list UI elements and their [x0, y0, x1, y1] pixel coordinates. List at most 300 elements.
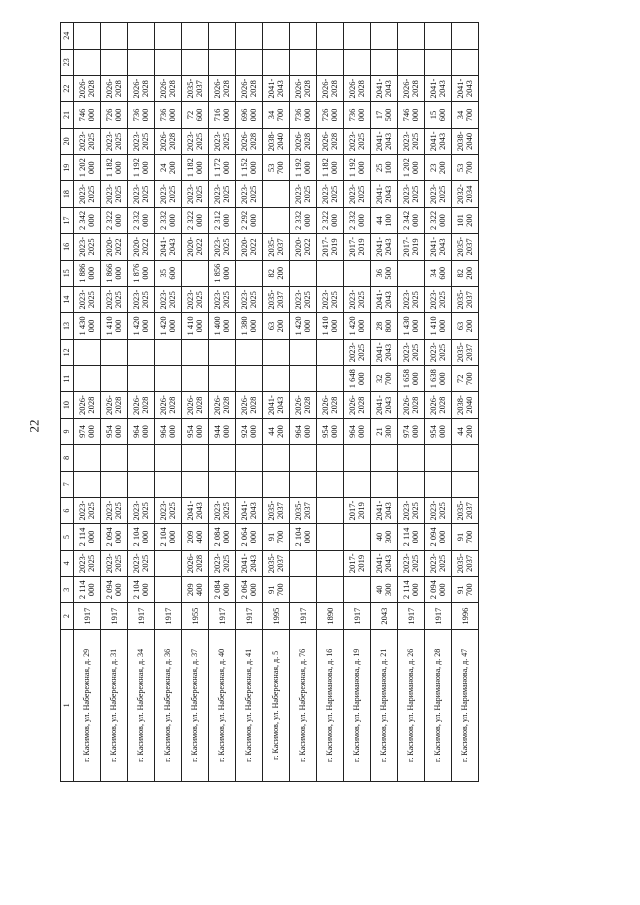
table-cell: 2041-2043 — [371, 339, 398, 365]
table-cell — [425, 49, 452, 75]
table-row — [452, 23, 479, 782]
table-cell: 2023-2025 — [425, 181, 452, 207]
table-cell: 2035-2037 — [452, 339, 479, 365]
table-cell: 2026-2028 — [317, 128, 344, 154]
table-cell: 2026-2028 — [236, 392, 263, 418]
column-number: 4 — [61, 550, 74, 576]
table-row — [155, 23, 182, 782]
table-cell — [236, 445, 263, 471]
table-cell — [209, 471, 236, 497]
table-row — [74, 23, 101, 782]
table-cell: 2023-2025 — [128, 497, 155, 523]
table-cell: 2023-2025 — [128, 550, 155, 576]
table-cell: 1 192 000 — [344, 155, 371, 181]
table-cell — [74, 23, 101, 50]
column-number: 22 — [61, 75, 74, 101]
table-cell: 2041-2043 — [371, 497, 398, 523]
table-cell — [101, 49, 128, 75]
table-cell — [209, 23, 236, 50]
table-cell: 2 312 000 — [209, 207, 236, 233]
table-cell: 2023-2025 — [155, 181, 182, 207]
table-cell — [236, 339, 263, 365]
table-cell: 2026-2028 — [182, 550, 209, 576]
table-cell: 2 094 000 — [101, 524, 128, 550]
table-cell: 2017-2019 — [344, 550, 371, 576]
table-cell: 101 200 — [452, 207, 479, 233]
table-cell — [398, 49, 425, 75]
table-cell: 954 000 — [425, 418, 452, 444]
table-cell — [452, 23, 479, 50]
table-cell: 2023-2025 — [182, 286, 209, 312]
table-cell: 2041-2043 — [452, 75, 479, 101]
table-cell: 964 000 — [344, 418, 371, 444]
table-cell: 2041-2043 — [236, 550, 263, 576]
table-cell: 2035-2037 — [452, 497, 479, 523]
table-cell: 2017-2019 — [344, 497, 371, 523]
table-cell: 2026-2028 — [317, 75, 344, 101]
table-cell: 2 342 000 — [74, 207, 101, 233]
table-cell: 964 000 — [290, 418, 317, 444]
table-cell — [74, 445, 101, 471]
table-cell — [398, 471, 425, 497]
table-cell: 1917 — [236, 603, 263, 629]
table-cell: 2026-2028 — [236, 128, 263, 154]
table-cell: 2026-2028 — [317, 392, 344, 418]
table-cell: 2 332 000 — [344, 207, 371, 233]
table-cell: 2023-2025 — [128, 286, 155, 312]
table-cell: 736 000 — [290, 102, 317, 128]
address-cell: г. Касимов, ул. Набережная, д. 34 — [128, 629, 155, 781]
table-cell — [209, 366, 236, 392]
table-cell: 35 600 — [155, 260, 182, 286]
table-cell — [317, 524, 344, 550]
table-cell — [236, 49, 263, 75]
address-cell: г. Касимов, ул. Набережная, д. 76 — [290, 629, 317, 781]
table-cell: 1 856 000 — [209, 260, 236, 286]
table-cell — [182, 445, 209, 471]
table-cell: 2023-2025 — [398, 128, 425, 154]
table-cell — [290, 49, 317, 75]
column-number: 20 — [61, 128, 74, 154]
table-cell: 2023-2025 — [74, 128, 101, 154]
table-cell: 1 410 000 — [101, 313, 128, 339]
table-row — [344, 23, 371, 782]
table-cell: 44 200 — [263, 418, 290, 444]
table-cell: 53 700 — [452, 155, 479, 181]
table-cell — [209, 49, 236, 75]
table-cell: 2023-2025 — [101, 181, 128, 207]
table-cell: 2023-2025 — [398, 339, 425, 365]
table-cell: 1 410 000 — [182, 313, 209, 339]
address-cell: г. Касимов, ул. Нариманова, д. 47 — [452, 629, 479, 781]
column-number: 2 — [61, 603, 74, 629]
column-number: 13 — [61, 313, 74, 339]
table-cell: 2035-2037 — [263, 234, 290, 260]
column-number: 7 — [61, 471, 74, 497]
table-cell — [290, 23, 317, 50]
table-cell — [182, 49, 209, 75]
table-row — [290, 23, 317, 782]
table-cell: 17 500 — [371, 102, 398, 128]
address-cell: г. Касимов, ул. Набережная, д. 37 — [182, 629, 209, 781]
table-cell: 1955 — [182, 603, 209, 629]
table-cell: 974 000 — [398, 418, 425, 444]
table-cell — [452, 471, 479, 497]
table-cell — [290, 577, 317, 603]
table-cell: 2026-2028 — [425, 392, 452, 418]
table-cell — [263, 207, 290, 233]
table-cell: 1917 — [74, 603, 101, 629]
table-cell: 2026-2028 — [155, 392, 182, 418]
table-cell: 2041-2043 — [263, 75, 290, 101]
table-cell: 2 332 000 — [155, 207, 182, 233]
table-cell — [290, 339, 317, 365]
table-cell: 2020-2022 — [236, 234, 263, 260]
table-cell: 2041-2043 — [371, 181, 398, 207]
table-cell: 2 292 000 — [236, 207, 263, 233]
table-cell: 1 400 000 — [209, 313, 236, 339]
table-cell: 2 094 000 — [101, 577, 128, 603]
table-cell — [263, 181, 290, 207]
table-cell: 2 342 000 — [398, 207, 425, 233]
table-cell: 1 430 000 — [74, 313, 101, 339]
table-cell: 1 202 000 — [74, 155, 101, 181]
table-cell: 2041-2043 — [371, 550, 398, 576]
table-cell: 2 084 000 — [209, 524, 236, 550]
table-cell: 746 000 — [398, 102, 425, 128]
table-row — [371, 23, 398, 782]
table-cell: 2035-2037 — [452, 550, 479, 576]
table-cell: 2 322 000 — [425, 207, 452, 233]
table-cell: 2026-2028 — [344, 392, 371, 418]
table-cell: 2 104 000 — [128, 577, 155, 603]
table-cell: 1 658 000 — [398, 366, 425, 392]
table-cell: 2 322 000 — [182, 207, 209, 233]
table-cell: 2023-2025 — [425, 339, 452, 365]
table-cell: 2026-2028 — [155, 128, 182, 154]
table-cell: 2026-2028 — [290, 128, 317, 154]
table-cell — [371, 49, 398, 75]
table-cell: 2026-2028 — [128, 392, 155, 418]
address-cell: г. Касимов, ул. Нариманова, д. 28 — [425, 629, 452, 781]
table-cell: 2 094 000 — [425, 524, 452, 550]
table-cell: 2041-2043 — [425, 128, 452, 154]
table-cell: 2023-2025 — [398, 497, 425, 523]
table-cell: 2020-2022 — [128, 234, 155, 260]
table-cell: 15 600 — [425, 102, 452, 128]
table-cell — [344, 23, 371, 50]
table-cell — [128, 23, 155, 50]
table-cell — [263, 339, 290, 365]
table-cell — [452, 49, 479, 75]
table-cell — [101, 23, 128, 50]
table-cell: 1917 — [290, 603, 317, 629]
table-cell: 2023-2025 — [398, 181, 425, 207]
table-row — [425, 23, 452, 782]
table-cell: 1996 — [452, 603, 479, 629]
table-row — [263, 23, 290, 782]
table-cell: 1 192 000 — [128, 155, 155, 181]
table-cell: 2041-2043 — [425, 234, 452, 260]
table-cell: 2023-2025 — [236, 181, 263, 207]
table-cell: 1 152 000 — [236, 155, 263, 181]
address-cell: г. Касимов, ул. Набережная, д. 41 — [236, 629, 263, 781]
table-cell: 40 300 — [371, 577, 398, 603]
table-cell: 2041-2043 — [371, 286, 398, 312]
table-cell: 1 648 000 — [344, 366, 371, 392]
table-cell — [398, 23, 425, 50]
table-cell — [209, 339, 236, 365]
table-cell: 1 202 000 — [398, 155, 425, 181]
table-cell: 2026-2028 — [398, 392, 425, 418]
table-cell: 2023-2025 — [317, 181, 344, 207]
table-cell: 2026-2028 — [290, 392, 317, 418]
table-cell — [290, 550, 317, 576]
table-cell: 2041-2043 — [371, 128, 398, 154]
table-cell: 2023-2025 — [101, 286, 128, 312]
table-row — [398, 23, 425, 782]
table-cell: 40 300 — [371, 524, 398, 550]
table-cell: 2026-2028 — [398, 75, 425, 101]
table-cell: 2 114 000 — [74, 524, 101, 550]
column-number: 10 — [61, 392, 74, 418]
table-cell: 974 000 — [74, 418, 101, 444]
table-cell: 2041-2043 — [425, 75, 452, 101]
table-cell: 1 172 000 — [209, 155, 236, 181]
table-cell: 91 700 — [452, 577, 479, 603]
address-cell: г. Касимов, ул. Набережная, д. 29 — [74, 629, 101, 781]
table-cell: 2038-2040 — [452, 128, 479, 154]
table-cell — [290, 260, 317, 286]
table-cell — [317, 339, 344, 365]
table-cell: 34 700 — [452, 102, 479, 128]
table-cell: 2023-2025 — [128, 181, 155, 207]
table-cell — [74, 366, 101, 392]
table-cell: 44 200 — [452, 418, 479, 444]
table-cell — [128, 49, 155, 75]
table-cell: 2041-2043 — [182, 497, 209, 523]
table-cell: 28 800 — [371, 313, 398, 339]
table-cell: 2026-2028 — [101, 75, 128, 101]
table-header-row — [61, 23, 74, 782]
table-cell — [128, 445, 155, 471]
address-cell: г. Касимов, ул. Нариманова, д. 21 — [371, 629, 398, 781]
table-row — [182, 23, 209, 782]
column-number: 1 — [61, 629, 74, 781]
table-cell: 2023-2025 — [209, 234, 236, 260]
table-cell: 2023-2025 — [236, 286, 263, 312]
column-number: 8 — [61, 445, 74, 471]
column-number: 21 — [61, 102, 74, 128]
table-cell: 944 000 — [209, 418, 236, 444]
table-cell: 1 410 000 — [317, 313, 344, 339]
table-cell — [263, 366, 290, 392]
table-cell: 2023-2025 — [425, 286, 452, 312]
table-cell: 2023-2025 — [425, 497, 452, 523]
table-cell: 2023-2025 — [182, 128, 209, 154]
table-cell — [155, 366, 182, 392]
table-cell: 2043 — [371, 603, 398, 629]
table-cell: 2023-2025 — [155, 497, 182, 523]
table-cell: 82 200 — [452, 260, 479, 286]
table-cell — [263, 49, 290, 75]
table-cell: 2035-2037 — [182, 75, 209, 101]
table-cell: 2023-2025 — [209, 286, 236, 312]
table-cell — [344, 577, 371, 603]
page-number: 22 — [26, 419, 42, 433]
table-cell: 1 410 000 — [425, 313, 452, 339]
table-cell — [155, 445, 182, 471]
table-row — [236, 23, 263, 782]
table-cell: 2026-2028 — [155, 75, 182, 101]
table-cell: 2026-2028 — [128, 75, 155, 101]
table-cell — [452, 445, 479, 471]
table-cell: 1 182 000 — [182, 155, 209, 181]
table-cell: 1 420 000 — [155, 313, 182, 339]
table-cell — [236, 23, 263, 50]
column-number: 6 — [61, 497, 74, 523]
column-number: 23 — [61, 49, 74, 75]
table-cell: 2023-2025 — [398, 286, 425, 312]
table-cell: 2038-2040 — [452, 392, 479, 418]
column-number: 17 — [61, 207, 74, 233]
table-cell: 1 182 000 — [317, 155, 344, 181]
table-cell — [317, 445, 344, 471]
table-cell: 2035-2037 — [452, 286, 479, 312]
table-cell: 2020-2022 — [101, 234, 128, 260]
table-cell: 2017-2019 — [317, 234, 344, 260]
table-cell: 1917 — [344, 603, 371, 629]
table-cell — [425, 471, 452, 497]
table-cell: 1917 — [425, 603, 452, 629]
table-cell: 2 332 000 — [290, 207, 317, 233]
table-cell — [290, 471, 317, 497]
table-cell — [236, 366, 263, 392]
table-cell: 72 600 — [182, 102, 209, 128]
table-cell: 1 638 000 — [425, 366, 452, 392]
table-cell: 2026-2028 — [209, 75, 236, 101]
table-cell: 2 322 000 — [317, 207, 344, 233]
table-cell: 2023-2025 — [344, 181, 371, 207]
table-cell: 2035-2037 — [263, 497, 290, 523]
table-cell — [317, 497, 344, 523]
column-number: 24 — [61, 23, 74, 50]
table-cell: 2035-2037 — [263, 550, 290, 576]
table-cell: 2 104 000 — [155, 524, 182, 550]
table-cell: 2023-2025 — [209, 550, 236, 576]
table-cell: 726 000 — [101, 102, 128, 128]
table-cell: 2020-2022 — [182, 234, 209, 260]
table-cell: 2023-2025 — [74, 286, 101, 312]
column-number: 11 — [61, 366, 74, 392]
table-cell: 25 100 — [371, 155, 398, 181]
table-cell — [155, 471, 182, 497]
table-cell: 2041-2043 — [236, 497, 263, 523]
table-cell: 23 200 — [425, 155, 452, 181]
table-cell — [128, 471, 155, 497]
table-cell: 2023-2025 — [155, 286, 182, 312]
table-row — [317, 23, 344, 782]
table-cell: 24 200 — [155, 155, 182, 181]
table-cell: 964 000 — [128, 418, 155, 444]
table-cell: 696 000 — [236, 102, 263, 128]
address-cell: г. Касимов, ул. Нариманова, д. 16 — [317, 629, 344, 781]
column-number: 12 — [61, 339, 74, 365]
table-cell: 1890 — [317, 603, 344, 629]
column-number: 16 — [61, 234, 74, 260]
table-cell — [236, 260, 263, 286]
table-cell — [101, 445, 128, 471]
table-cell — [371, 23, 398, 50]
table-cell — [155, 23, 182, 50]
column-number: 9 — [61, 418, 74, 444]
rotated-table-box — [60, 22, 640, 782]
table-cell — [236, 471, 263, 497]
table-row — [101, 23, 128, 782]
table-cell: 1917 — [155, 603, 182, 629]
column-number: 14 — [61, 286, 74, 312]
table-cell: 736 000 — [344, 102, 371, 128]
table-cell: 736 000 — [128, 102, 155, 128]
table-cell: 736 000 — [155, 102, 182, 128]
table-cell — [74, 339, 101, 365]
table-cell: 954 000 — [317, 418, 344, 444]
table-cell: 53 700 — [263, 155, 290, 181]
table-cell: 2023-2025 — [101, 128, 128, 154]
table-cell: 32 700 — [371, 366, 398, 392]
table-cell: 2023-2025 — [344, 128, 371, 154]
address-cell: г. Касимов, ул. Набережная, д. 36 — [155, 629, 182, 781]
table-cell: 954 000 — [101, 418, 128, 444]
table-cell: 2 114 000 — [74, 577, 101, 603]
table-cell — [209, 445, 236, 471]
table-cell: 2023-2025 — [209, 497, 236, 523]
table-cell: 2023-2025 — [101, 550, 128, 576]
table-cell — [425, 23, 452, 50]
table-cell — [182, 471, 209, 497]
table-cell: 2023-2025 — [398, 550, 425, 576]
table-row — [128, 23, 155, 782]
table-cell — [155, 339, 182, 365]
column-number: 15 — [61, 260, 74, 286]
table-cell: 2035-2037 — [452, 234, 479, 260]
table-cell: 2023-2025 — [74, 181, 101, 207]
table-cell: 2023-2025 — [344, 286, 371, 312]
table-cell: 2038-2040 — [263, 128, 290, 154]
table-cell: 91 700 — [452, 524, 479, 550]
table-cell: 2023-2025 — [209, 181, 236, 207]
table-cell — [398, 260, 425, 286]
table-cell: 2023-2025 — [128, 128, 155, 154]
table-cell — [290, 366, 317, 392]
table-cell: 2026-2028 — [182, 392, 209, 418]
table-cell — [344, 445, 371, 471]
table-cell: 2026-2028 — [236, 75, 263, 101]
table-cell: 1 192 000 — [290, 155, 317, 181]
table-cell: 2023-2025 — [209, 128, 236, 154]
table-cell: 82 200 — [263, 260, 290, 286]
table-cell — [182, 339, 209, 365]
table-cell — [182, 23, 209, 50]
table-cell — [425, 445, 452, 471]
table-cell: 2 094 000 — [425, 577, 452, 603]
table-cell: 1917 — [398, 603, 425, 629]
column-number: 3 — [61, 577, 74, 603]
table-cell: 2035-2037 — [263, 286, 290, 312]
table-cell: 2041-2043 — [263, 392, 290, 418]
address-cell: г. Касимов, ул. Нариманова, д. 19 — [344, 629, 371, 781]
table-cell: 2026-2028 — [209, 392, 236, 418]
